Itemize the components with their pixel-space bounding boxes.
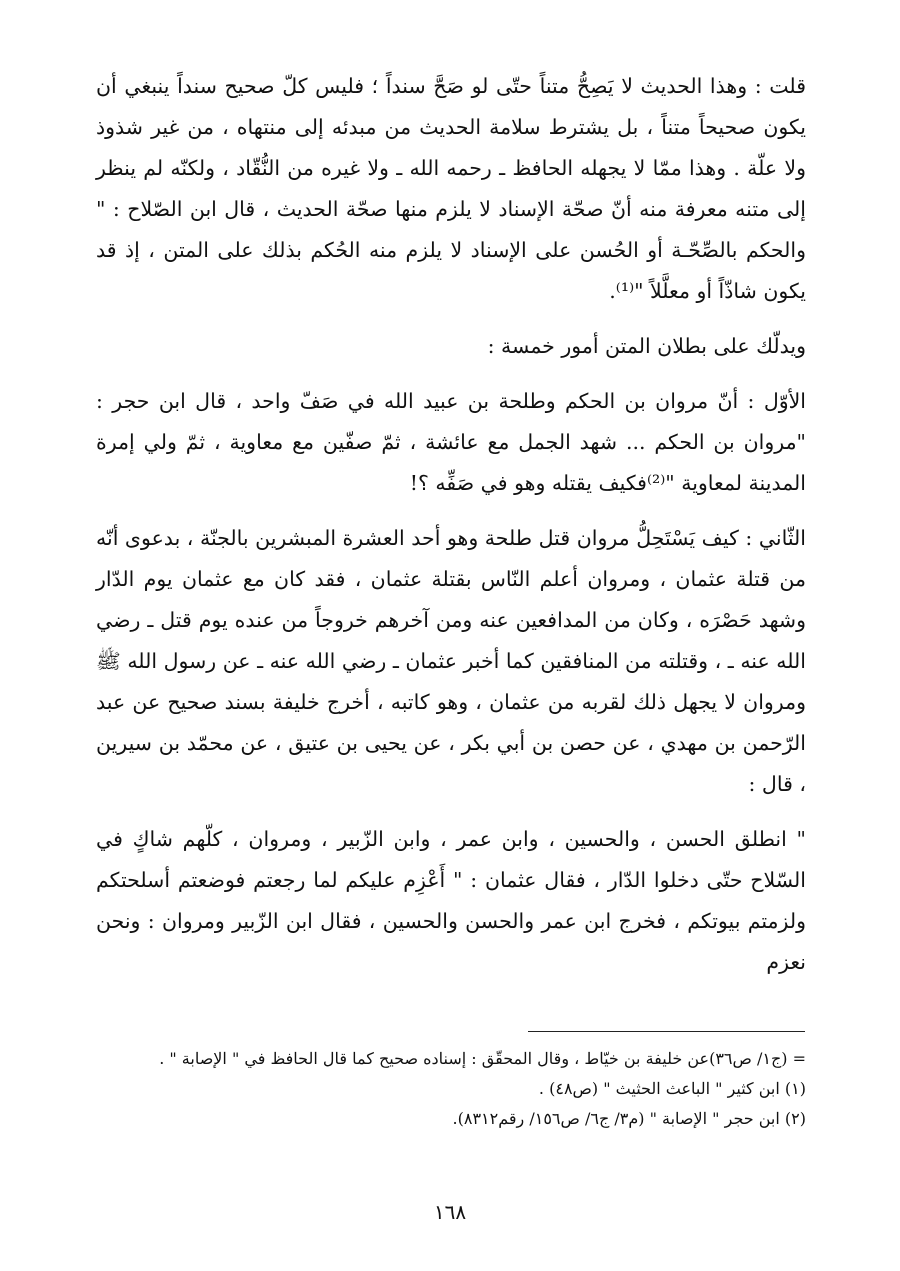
- footnote-2: (٢) ابن حجر " الإصابة " (م٣/ ج٦/ ص١٥٦/ رقم٨٣١٢).: [452, 1109, 806, 1128]
- main-text: [96, 66, 806, 983]
- footnotes: [96, 1044, 806, 1134]
- page-number: ١٦٨: [433, 1200, 467, 1224]
- footnote-continued: = (ج١/ ص٣٦)عن خليفة بن خيّاط ، وقال المحقّق : إسناده صحيح كما قال الحافظ في " الإصابة " .: [159, 1049, 806, 1068]
- paragraph-second-matter: الثّاني : كيف يَسْتَحِلُّ مروان قتل طلحة وهو أحد العشرة المبشرين بالجنّة ، بدعوى أنّه من قتلة عثمان ، ومروان أعلم النّاس بقتلة عثمان ، فقد كان مع عثمان يوم الدّار وشهد حَصْرَه ، وكان من المدافعين عنه ومن آخرهم خروجاً من عنده يوم قتل ـ رضي الله عنه ـ ، وقتلته من المنافقين كما أخبر عثمان ـ رضي الله عنه ـ عن رسول الله ﷺ ومروان لا يجهل ذلك لقربه من عثمان ، وهو كاتبه ، أخرج خليفة بسند صحيح عن عبد الرّحمن بن مهدي ، عن حصن بن أبي بكر ، عن يحيى بن عتيق ، عن محمّد بن سيرين ، قال :: [96, 526, 806, 796]
- paragraph-narration-quote: " انطلق الحسن ، والحسين ، وابن عمر ، وابن الزّبير ، ومروان ، كلّهم شاكٍ في السّلاح حتّى دخلوا الدّار ، فقال عثمان : " أَعْزِم عليكم لما رجعتم فوضعتم أسلحتكم ولزمتم بيوتكم ، فخرج ابن عمر والحسن والحسين ، فقال ابن الزّبير ومروان : ونحن نعزم: [96, 827, 806, 974]
- footnote-divider: [528, 1031, 805, 1032]
- paragraph-first-matter: الأوّل : أنّ مروان بن الحكم وطلحة بن عبيد الله في صَفّ واحد ، قال ابن حجر : "مروان بن الحكم ... شهد الجمل مع عائشة ، ثمّ صفّين مع معاوية ، ثمّ ولي إمرة المدينة لمعاوية "⁽²⁾فكيف يقتله وهو في صَفِّه ؟!: [96, 389, 806, 495]
- paragraph-ibn-salah-quote: قلت : وهذا الحديث لا يَصِحُّ متناً حتّى لو صَحَّ سنداً ؛ فليس كلّ صحيح سنداً ينبغي أن يكون صحيحاً متناً ، بل يشترط سلامة الحديث من مبدئه إلى منتهاه ، من غير شذوذ ولا علّة . وهذا ممّا لا يجهله الحافظ ـ رحمه الله ـ ولا غيره من النُّقّاد ، ولكنّه لم ينظر إلى متنه معرفة منه أنّ صحّة الإسناد لا يلزم منها صحّة الحديث ، قال ابن الصّلاح : " والحكم بالصِّحّـة أو الحُسن على الإسناد لا يلزم منه الحُكم بذلك على المتن ، إذ قد يكون شاذّاً أو معلَّلاً "⁽¹⁾.: [96, 74, 806, 303]
- footnote-1: (١) ابن كثير " الباعث الحثيث " (ص٤٨) .: [538, 1079, 806, 1098]
- paragraph-five-matters: ويدلّك على بطلان المتن أمور خمسة :: [487, 334, 806, 358]
